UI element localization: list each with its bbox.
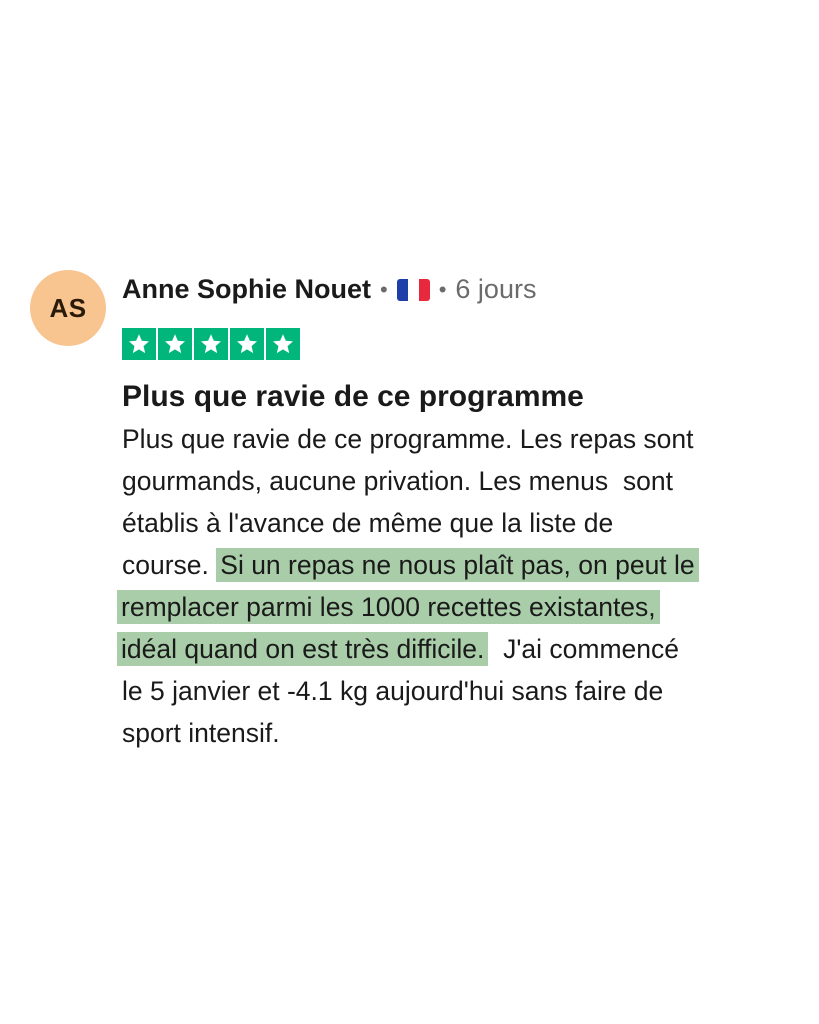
review-header bbox=[122, 274, 536, 305]
review-text: établis à l'avance de même que la liste de bbox=[122, 508, 614, 538]
highlighted-text: remplacer parmi les 1000 recettes existantes, bbox=[117, 590, 660, 624]
review-line bbox=[122, 712, 802, 754]
star-icon bbox=[158, 328, 192, 360]
review-line bbox=[122, 418, 802, 460]
review-text: sport intensif. bbox=[122, 718, 280, 748]
review-text: course. bbox=[122, 550, 217, 580]
star-icon bbox=[194, 328, 228, 360]
star-icon bbox=[230, 328, 264, 360]
star-icon bbox=[266, 328, 300, 360]
review-body bbox=[122, 418, 802, 754]
star-icon bbox=[122, 328, 156, 360]
review-line bbox=[122, 460, 802, 502]
star-rating bbox=[122, 328, 300, 360]
review-line bbox=[122, 628, 802, 670]
review-text: J'ai commencé bbox=[488, 634, 680, 664]
review-line bbox=[122, 586, 802, 628]
review-date: 6 jours bbox=[455, 274, 537, 304]
review-line bbox=[122, 502, 802, 544]
review-line bbox=[122, 670, 802, 712]
separator-dot: • bbox=[438, 276, 447, 302]
avatar[interactable]: AS bbox=[30, 270, 106, 346]
review-title[interactable]: Plus que ravie de ce programme bbox=[122, 380, 584, 413]
separator-dot: • bbox=[380, 276, 388, 302]
author-name[interactable]: Anne Sophie Nouet bbox=[122, 274, 371, 304]
review-line bbox=[122, 544, 802, 586]
review-text: Plus que ravie de ce programme. Les repas sont bbox=[122, 424, 694, 454]
highlighted-text: idéal quand on est très difficile. bbox=[117, 632, 488, 666]
highlighted-text: Si un repas ne nous plaît pas, on peut le bbox=[216, 548, 698, 582]
france-flag-icon bbox=[397, 279, 430, 301]
review-text: gourmands, aucune privation. Les menus sont bbox=[122, 466, 673, 496]
review-text: le 5 janvier et -4.1 kg aujourd'hui sans faire de bbox=[122, 676, 664, 706]
